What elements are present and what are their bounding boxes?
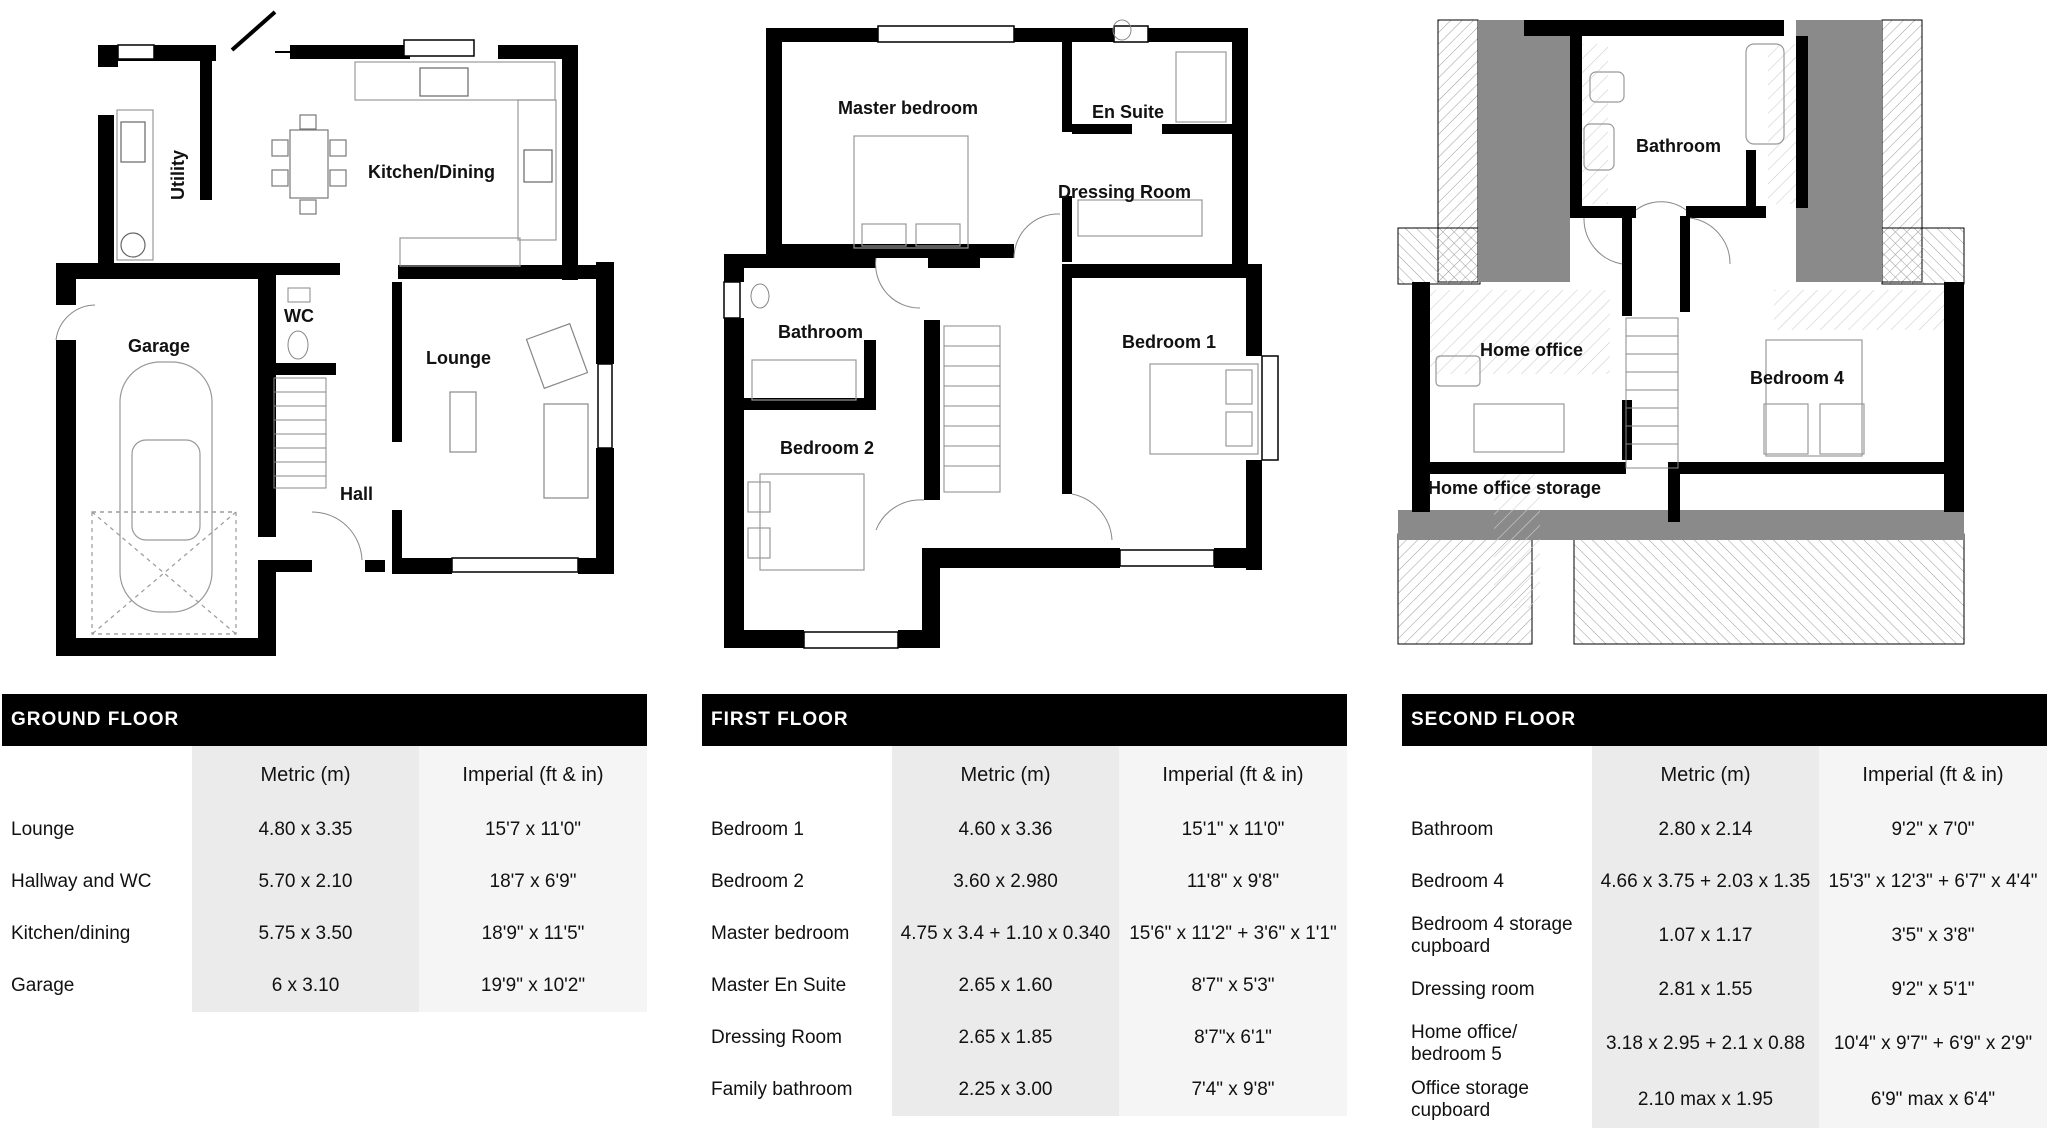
table-row xyxy=(702,804,1347,856)
metric-value: 2.65 x 1.60 xyxy=(892,960,1119,1012)
metric-value: 2.81 x 1.55 xyxy=(1592,964,1819,1016)
table-row xyxy=(2,856,647,908)
table-row xyxy=(1402,908,2047,964)
room-name: Master En Suite xyxy=(711,975,847,996)
table-row xyxy=(2,960,647,1012)
table-row xyxy=(702,960,1347,1012)
room-name: Bedroom 4 storage cupboard xyxy=(1411,914,1573,957)
table-row xyxy=(702,908,1347,960)
metric-value: 4.80 x 3.35 xyxy=(192,804,419,856)
imperial-header: Imperial (ft & in) xyxy=(1119,746,1347,804)
table-body xyxy=(702,746,1347,1116)
label-wc: WC xyxy=(284,306,314,326)
metric-value: 3.18 x 2.95 + 2.1 x 0.88 xyxy=(1592,1016,1819,1072)
metric-value: 4.66 x 3.75 + 2.03 x 1.35 xyxy=(1592,856,1819,908)
room-name: Bathroom xyxy=(1411,819,1494,840)
room-name: Home office/ bedroom 5 xyxy=(1411,1022,1518,1065)
table-title: SECOND FLOOR xyxy=(1402,694,2047,746)
ground-floor-plan xyxy=(56,12,614,656)
first-floor-table xyxy=(702,694,1347,1116)
imperial-value: 18'7 x 6'9" xyxy=(419,856,647,908)
room-name: Bedroom 4 xyxy=(1411,871,1504,892)
table-row xyxy=(1402,856,2047,908)
imperial-value: 15'6" x 11'2" + 3'6" x 1'1" xyxy=(1119,908,1347,960)
table-row xyxy=(2,804,647,856)
metric-value: 5.70 x 2.10 xyxy=(192,856,419,908)
metric-value: 1.07 x 1.17 xyxy=(1592,908,1819,964)
imperial-value: 3'5" x 3'8" xyxy=(1819,908,2047,964)
second-floor-table xyxy=(1402,694,2047,1128)
imperial-value: 9'2" x 5'1" xyxy=(1819,964,2047,1016)
room-name: Master bedroom xyxy=(711,923,850,944)
room-name: Dressing Room xyxy=(711,1027,842,1048)
imperial-value: 6'9" max x 6'4" xyxy=(1819,1072,2047,1128)
metric-value: 3.60 x 2.980 xyxy=(892,856,1119,908)
metric-value: 6 x 3.10 xyxy=(192,960,419,1012)
metric-value: 2.65 x 1.85 xyxy=(892,1012,1119,1064)
label-kitchen: Kitchen/Dining xyxy=(368,162,495,182)
table-body xyxy=(1402,746,2047,1128)
label-bathroom-first: Bathroom xyxy=(778,322,863,342)
metric-value: 4.75 x 3.4 + 1.10 x 0.340 xyxy=(892,908,1119,960)
metric-value: 2.25 x 3.00 xyxy=(892,1064,1119,1116)
label-bedroom-4: Bedroom 4 xyxy=(1750,368,1845,388)
room-name: Dressing room xyxy=(1411,979,1535,1000)
table-header-row xyxy=(2,746,647,804)
room-name: Garage xyxy=(11,975,75,996)
table-row xyxy=(1402,964,2047,1016)
table-row xyxy=(702,1012,1347,1064)
ground-floor-table xyxy=(2,694,647,1012)
label-dressing-room: Dressing Room xyxy=(1058,182,1192,202)
imperial-header: Imperial (ft & in) xyxy=(1819,746,2047,804)
label-lounge: Lounge xyxy=(426,348,491,368)
label-bedroom-1: Bedroom 1 xyxy=(1122,332,1217,352)
metric-value: 4.60 x 3.36 xyxy=(892,804,1119,856)
label-bedroom-2: Bedroom 2 xyxy=(780,438,875,458)
room-name: Kitchen/dining xyxy=(11,923,131,944)
room-name: Office storage cupboard xyxy=(1411,1078,1529,1121)
imperial-value: 15'7 x 11'0" xyxy=(419,804,647,856)
table-row xyxy=(1402,804,2047,856)
label-bathroom-second: Bathroom xyxy=(1636,136,1721,156)
table-row xyxy=(1402,1016,2047,1072)
table-row xyxy=(2,908,647,960)
metric-value: 5.75 x 3.50 xyxy=(192,908,419,960)
imperial-value: 15'3" x 12'3" + 6'7" x 4'4" xyxy=(1819,856,2047,908)
imperial-value: 10'4" x 9'7" + 6'9" x 2'9" xyxy=(1819,1016,2047,1072)
room-name: Family bathroom xyxy=(711,1079,853,1100)
label-garage: Garage xyxy=(128,336,191,356)
label-ensuite: En Suite xyxy=(1092,102,1165,122)
second-floor-plan xyxy=(1398,20,1964,644)
imperial-value: 8'7"x 6'1" xyxy=(1119,1012,1347,1064)
imperial-value: 8'7" x 5'3" xyxy=(1119,960,1347,1012)
imperial-header: Imperial (ft & in) xyxy=(419,746,647,804)
table-header-row xyxy=(702,746,1347,804)
imperial-value: 18'9" x 11'5" xyxy=(419,908,647,960)
label-hall: Hall xyxy=(340,484,374,504)
first-floor-plan xyxy=(724,20,1278,648)
room-name: Lounge xyxy=(11,819,75,840)
table-title: FIRST FLOOR xyxy=(702,694,1347,746)
metric-header: Metric (m) xyxy=(192,746,419,804)
table-row xyxy=(702,856,1347,908)
imperial-value: 19'9" x 10'2" xyxy=(419,960,647,1012)
metric-value: 2.80 x 2.14 xyxy=(1592,804,1819,856)
table-title: GROUND FLOOR xyxy=(2,694,647,746)
imperial-value: 11'8" x 9'8" xyxy=(1119,856,1347,908)
imperial-value: 9'2" x 7'0" xyxy=(1819,804,2047,856)
metric-header: Metric (m) xyxy=(892,746,1119,804)
table-header-row xyxy=(1402,746,2047,804)
table-row xyxy=(702,1064,1347,1116)
room-name: Bedroom 2 xyxy=(711,871,804,892)
imperial-value: 7'4" x 9'8" xyxy=(1119,1064,1347,1116)
label-master-bedroom: Master bedroom xyxy=(838,98,979,118)
label-home-office: Home office xyxy=(1480,340,1584,360)
imperial-value: 15'1" x 11'0" xyxy=(1119,804,1347,856)
metric-header: Metric (m) xyxy=(1592,746,1819,804)
label-utility: Utility xyxy=(168,149,188,200)
table-body xyxy=(2,746,647,1012)
label-home-office-storage: Home office storage xyxy=(1428,478,1602,498)
room-name: Bedroom 1 xyxy=(711,819,804,840)
metric-value: 2.10 max x 1.95 xyxy=(1592,1072,1819,1128)
room-name: Hallway and WC xyxy=(11,871,152,892)
